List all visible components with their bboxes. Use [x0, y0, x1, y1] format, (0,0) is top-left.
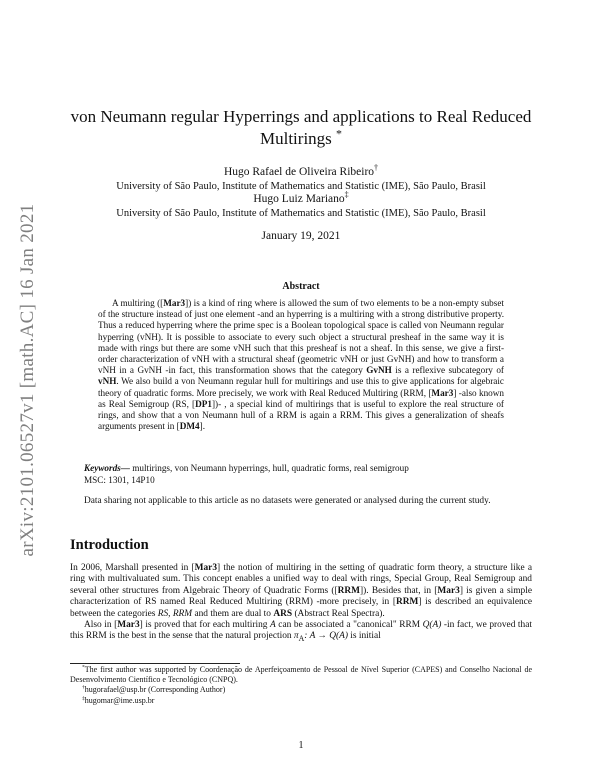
keywords-label: Keywords—: [84, 463, 130, 473]
author-affiliation-2: University of São Paulo, Institute of Mathematics and Statistic (IME), São Paulo, Brasil: [116, 207, 486, 219]
footnote-email-1: †hugorafael@usp.br (Corresponding Author): [82, 684, 226, 695]
keywords-block: [84, 463, 518, 486]
author-name-1: Hugo Rafael de Oliveira Ribeiro†: [223, 163, 379, 178]
introduction-heading: Introduction: [70, 537, 149, 553]
abstract-text: A multiring ([Mar3]) is a kind of ring where is allowed the sum of two elements to be a non-empty subset of the structure instead of just one element -and an hyperring is a multiring with a strong distributive property. Thus a reduced hyperring where the prime spec is a Boolean topological space is called von Neumann regular hyperring (vNH). It is possible to associate to every such object a structural presheaf in the same way it is made with rings but there are some vNH such that this presheaf is not a sheaf. In this sense, we give a first-order characterization of vNH with a structural sheaf (geometric vNH or just GvNH) and how to transform a vNH in a GvNH -in fact, this transformation shows that the category GvNH is a reflexive subcategory of vNH. We also build a von Neumann regular hull for multirings and use this to give applications for algebraic theory of quadratic forms. More precisely, we work with Real Reduced Multiring (RRM, [Mar3] -also known as Real Semigroup (RS, [DP1])- , a special kind of multirings that is useful to explore the real structure of rings, and show that a von Neumann hull of a RRM is again a RRM. This gives a generalization of sheafs arguments present in [DM4].: [98, 298, 505, 432]
abstract-heading: Abstract: [282, 281, 320, 292]
introduction-body: [70, 563, 532, 645]
footnote-funding: *The first author was supported by Coordenação de Aperfeiçoamento de Pessoal de Nível Superior (CAPES) and Conselho Nacional de Desenvolvimento Científico e Tecnológico (CNPQ).: [70, 664, 532, 685]
citation-link[interactable]: RRM: [337, 585, 361, 596]
author-affiliation-1: University of São Paulo, Institute of Mathematics and Statistic (IME), São Paulo, Brasil: [116, 180, 486, 192]
citation-link[interactable]: DM4: [179, 421, 200, 432]
citation-link[interactable]: DP1: [195, 398, 212, 409]
title-footnote-mark: *: [336, 126, 342, 141]
intro-paragraph-1: In 2006, Marshall presented in [Mar3] the notion of multiring in the setting of quadratic form theory, a structure like a ring with multivaluated sum. This concept enables a unified way to deal with rings, Special Group, Real Semigroup and several other structures from Algebraic Theory of Quadratic Forms ([RRM]). Besides that, in [Mar3] is given a simple characterization of RS named Real Reduced Multiring (RRM) -more precisely, in [RRM] is described an equivalence between the categories RS, RRM and them are dual to ARS (Abstract Real Spectra).: [70, 563, 532, 619]
citation-link[interactable]: Mar3: [437, 585, 460, 596]
msc-codes: MSC: 1301, 14P10: [84, 474, 155, 485]
author-name-2: Hugo Luiz Mariano‡: [253, 190, 349, 205]
citation-link[interactable]: Mar3: [431, 387, 454, 398]
citation-link[interactable]: Mar3: [163, 298, 186, 308]
data-sharing-statement: Data sharing not applicable to this article as no datasets were generated or analysed during the current study.: [84, 496, 491, 506]
citation-link[interactable]: Mar3: [194, 563, 218, 573]
page-number: 1: [298, 740, 304, 751]
arxiv-stamp: [8, 180, 48, 580]
paper-title: von Neumann regular Hyperrings and applications to Real Reduced Multirings *: [70, 107, 532, 148]
citation-link[interactable]: RRM: [395, 597, 419, 608]
footnote-rule: [70, 663, 240, 664]
footnotes: [70, 665, 532, 706]
keywords-list: multirings, von Neumann hyperrings, hull, quadratic forms, real semigroup: [129, 463, 409, 473]
citation-link[interactable]: Mar3: [117, 620, 140, 631]
footnote-email-2: ‡hugomar@ime.usp.br: [82, 694, 155, 705]
paper-date: January 19, 2021: [261, 230, 341, 242]
arxiv-stamp-text: arXiv:2101.06527v1 [math.AC] 16 Jan 2021: [17, 203, 38, 557]
intro-paragraph-2: Also in [Mar3] is proved that for each multiring A can be associated a "canonical" RRM Q(A) -in fact, we proved that this RRM is the best in the sense that the natural projection $\pi_A$: A → Q(A) is initial: [70, 620, 532, 644]
author-block: [70, 163, 532, 220]
